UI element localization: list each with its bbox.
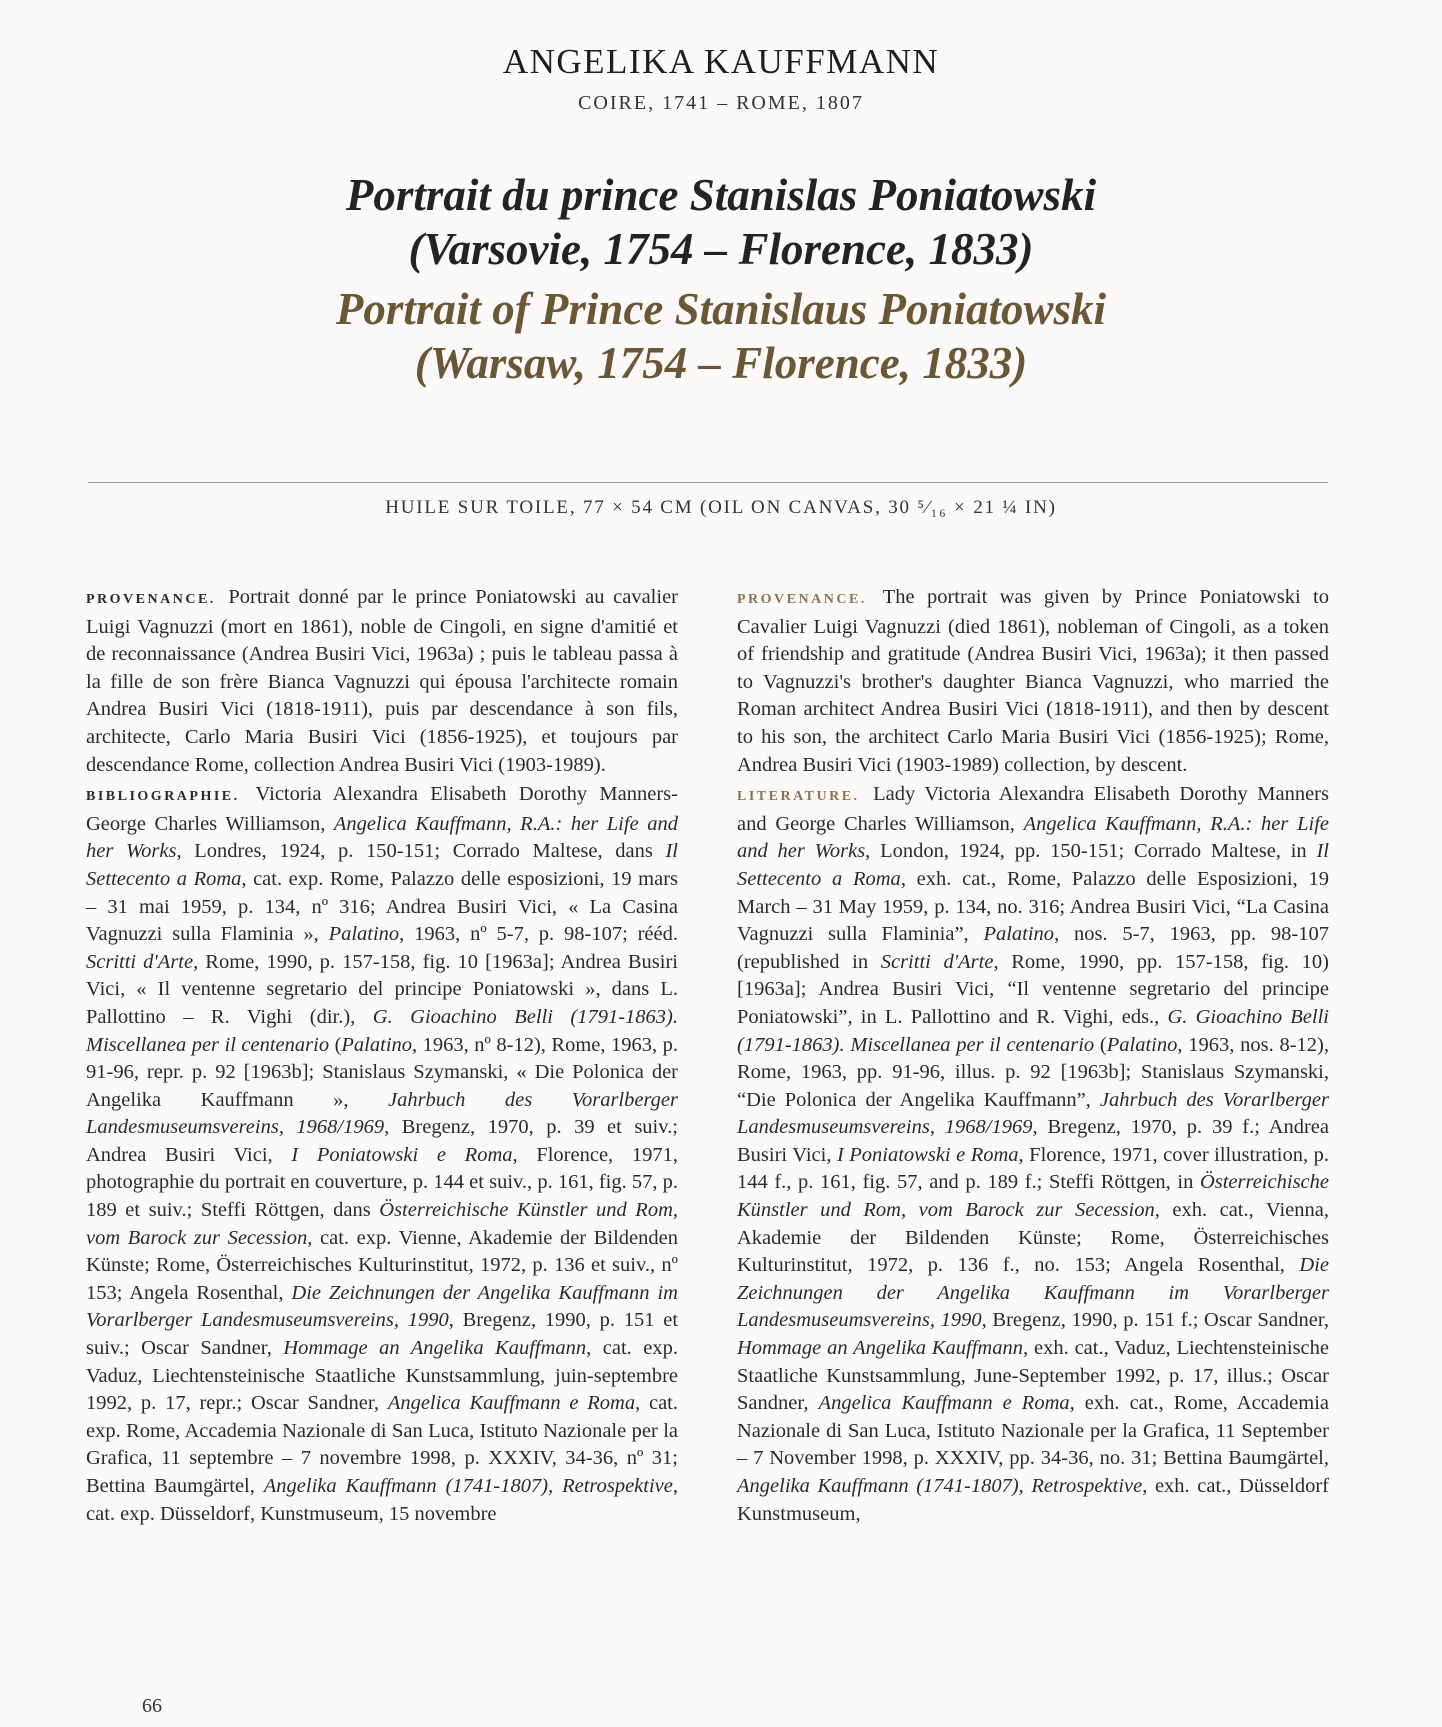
- literature-paragraph-en: [737, 781, 1329, 1528]
- bib-title: Angelica Kauffmann e Roma: [387, 1392, 636, 1415]
- bib-title: Angelika Kauffmann (1741-1807), Retrospektive: [263, 1475, 673, 1497]
- lit-text: , exh. cat., Rome, Palazzo delle Esposizioni, 19 March – 31 May 1959, p. 134, no. 316; Andrea Busiri Vici, “La Casina Vagnuzzi sulla Flaminia”,: [737, 867, 1329, 946]
- lit-title: Hommage an Angelika Kauffmann: [737, 1337, 1023, 1360]
- bib-text: , cat. exp. Vaduz, Liechtensteinische Staatliche Kunstsammlung, juin-septembre 1992, p. 17, repr.; Oscar Sandner,: [86, 1337, 678, 1415]
- provenance-paragraph-en: [737, 584, 1329, 779]
- lit-title: Angelica Kauffmann e Roma: [818, 1392, 1070, 1415]
- bib-text: , Londres, 1924, p. 150-151; Corrado Maltese, dans: [176, 840, 666, 863]
- provenance-heading-en: PROVENANCE.: [737, 592, 867, 607]
- lit-title: G. Gioachino Belli (1791-1863). Miscellanea per il centenario: [737, 1005, 1329, 1056]
- lit-title: I Poniatowski e Roma: [836, 1143, 1019, 1166]
- lit-text: , nos. 5-7, 1963, pp. 98-107 (republished in: [737, 923, 1329, 973]
- title-french-line2: (Varsovie, 1754 – Florence, 1833): [408, 224, 1034, 274]
- bib-text: , Bregenz, 1990, p. 151 et suiv.; Oscar Sandner,: [86, 1309, 679, 1360]
- lit-text: , Florence, 1971, cover illustration, p. 144 f., p. 161, fig. 57, and p. 189 f.; Steffi Röttgen, in: [737, 1143, 1329, 1194]
- bib-title: Palatino: [328, 923, 400, 946]
- lit-title: Angelica Kauffmann, R.A.: her Life and her Works: [737, 812, 1329, 863]
- bib-text: , cat. exp. Vienne, Akademie der Bildenden Künste; Rome, Österreichisches Kulturinstitut, 1972, p. 136 et suiv., nº 153; Angela Rosenthal,: [86, 1226, 678, 1304]
- french-column: [86, 584, 678, 1530]
- bib-text: , Florence, 1971, photographie du portrait en couverture, p. 144 et suiv., p. 161, fig. 57, p. 189 et suiv.; Steffi Röttgen, dans: [86, 1143, 678, 1222]
- title-english-line1: Portrait of Prince Stanislaus Poniatowski: [335, 284, 1107, 334]
- lit-text: Lady Victoria Alexandra Elisabeth Dorothy Manners and George Charles Williamson,: [737, 783, 1329, 835]
- artist-name: ANGELIKA KAUFFMANN: [502, 42, 940, 81]
- title-english: [0, 282, 1442, 390]
- page-number: 66: [142, 1695, 162, 1717]
- bib-text: , cat. exp. Rome, Palazzo delle esposizioni, 19 mars – 31 mai 1959, p. 134, nº 316; Andrea Busiri Vici, « La Casina Vagnuzzi sulla Flaminia »,: [86, 867, 678, 946]
- lit-title: Jahrbuch des Vorarlberger Landesmuseumsvereins, 1968/1969: [737, 1088, 1329, 1139]
- bib-title: Angelica Kauffmann, R.A.: her Life and her Works: [86, 812, 678, 863]
- lit-text: , Rome, 1990, pp. 157-158, fig. 10) [1963a]; Andrea Busiri Vici, “Il ventenne segretario del principe Poniatowski”, in L. Pallottino and R. Vighi, eds.,: [737, 950, 1329, 1028]
- title-english-line2: (Warsaw, 1754 – Florence, 1833): [414, 338, 1028, 388]
- lit-text: , exh. cat., Düsseldorf Kunstmuseum,: [737, 1475, 1329, 1525]
- lit-text: , 1963, nos. 8-12), Rome, 1963, pp. 91-96, illus. p. 92 [1963b]; Stanislaus Szymanski, “Die Polonica der Angelika Kauffmann”,: [737, 1033, 1329, 1111]
- bib-title: Il Settecento a Roma: [86, 840, 678, 890]
- bib-title: Scritti d'Arte: [86, 950, 194, 973]
- bibliography-paragraph-fr: [86, 781, 678, 1528]
- english-column: [737, 584, 1329, 1530]
- bib-text: , Bregenz, 1970, p. 39 et suiv.; Andrea Busiri Vici,: [86, 1116, 678, 1166]
- lit-title: Palatino: [1106, 1033, 1178, 1056]
- lit-title: Scritti d'Arte: [880, 950, 994, 973]
- lit-title: Angelika Kauffmann (1741-1807), Retrospektive: [737, 1475, 1143, 1497]
- lit-title: Österreichische Künstler und Rom, vom Barock zur Secession: [737, 1171, 1329, 1222]
- provenance-heading-fr: PROVENANCE.: [86, 592, 216, 607]
- bib-text: , cat. exp. Rome, Accademia Nazionale di San Luca, Istituto Nazionale per la Grafica, 11 septembre – 7 novembre 1998, p. XXXIV, 34-36, nº 31; Bettina Baumgärtel,: [86, 1392, 679, 1497]
- bib-title: Jahrbuch des Vorarlberger Landesmuseumsvereins, 1968/1969: [86, 1088, 679, 1139]
- lit-title: Die Zeichnungen der Angelika Kauffmann im Vorarlberger Landesmuseumsvereins, 1990: [737, 1254, 1329, 1332]
- artist-dates: COIRE, 1741 – ROME, 1807: [578, 92, 864, 114]
- divider: [88, 482, 1328, 483]
- title-french-line1: Portrait du prince Stanislas Poniatowski: [345, 170, 1097, 220]
- bib-text: , 1963, nº 5-7, p. 98-107; rééd.: [399, 923, 678, 946]
- title-french: [0, 168, 1442, 276]
- bib-text: Victoria Alexandra Elisabeth Dorothy Manners-George Charles Williamson,: [86, 783, 678, 835]
- lit-text: , exh. cat., Vienna, Akademie der Bildenden Künste; Rome, Österreichisches Kulturinstitut, 1972, p. 136 f., no. 153; Angela Rosenthal,: [737, 1199, 1329, 1277]
- bib-title: Österreichische Künstler und Rom, vom Barock zur Secession: [86, 1199, 679, 1249]
- lit-text: , exh. cat., Rome, Accademia Nazionale di San Luca, Istituto Nazionale per la Grafica, 11 September – 7 November 1998, p. XXXIV, pp. 34-36, no. 31; Bettina Baumgärtel,: [737, 1392, 1329, 1470]
- lit-text: , London, 1924, pp. 150-151; Corrado Maltese, in: [865, 840, 1317, 863]
- bib-title: Palatino: [341, 1033, 413, 1056]
- bibliography-heading-fr: BIBLIOGRAPHIE.: [86, 789, 240, 805]
- literature-heading-en: LITERATURE.: [737, 789, 860, 805]
- bib-text: , 1963, nº 8-12), Rome, 1963, p. 91-96, repr. p. 92 [1963b]; Stanislaus Szymanski, « Die Polonica der Angelika Kauffmann »,: [86, 1033, 678, 1111]
- bib-text: , cat. exp. Düsseldorf, Kunstmuseum, 15 novembre: [86, 1475, 678, 1525]
- provenance-paragraph-fr: [86, 584, 678, 779]
- lit-text: , Bregenz, 1970, p. 39 f.; Andrea Busiri Vici,: [737, 1116, 1329, 1166]
- provenance-text-en: The portrait was given by Prince Poniatowski to Cavalier Luigi Vagnuzzi (died 1861), nobleman of Cingoli, as a token of friendship and gratitude (Andrea Busiri Vici, 1963a); it then passed to Vagnuzzi's brother's daughter Bianca Vagnuzzi, who married the Roman architect Andrea Busiri Vici (1818-1911), and then by descent to his son, the architect Carlo Maria Busiri Vici (1856-1925); Rome, Andrea Busiri Vici (1903-1989) collection, by descent.: [737, 586, 1329, 776]
- lit-title: Il Settecento a Roma: [737, 840, 1329, 890]
- bib-title: I Poniatowski e Roma: [291, 1143, 513, 1166]
- bib-text: (: [329, 1033, 342, 1056]
- medium-dimensions: HUILE SUR TOILE, 77 × 54 CM (OIL ON CANVAS, 30 ⁵⁄₁₆ × 21 ¼ IN): [385, 497, 1057, 518]
- lit-text: , Bregenz, 1990, p. 151 f.; Oscar Sandner,: [981, 1309, 1330, 1332]
- bib-text: , Rome, 1990, p. 157-158, fig. 10 [1963a]; Andrea Busiri Vici, « Il ventenne segretario del principe Poniatowski », dans L. Pallottino – R. Vighi (dir.),: [86, 950, 678, 1028]
- bib-title: Hommage an Angelika Kauffmann: [283, 1337, 587, 1360]
- lit-text: , exh. cat., Vaduz, Liechtensteinische Staatliche Kunstsammlung, June-September 1992, p. 17, illus.; Oscar Sandner,: [737, 1337, 1329, 1415]
- lit-text: (: [1094, 1033, 1107, 1056]
- bib-title: Die Zeichnungen der Angelika Kauffmann im Vorarlberger Landesmuseumsvereins, 1990: [86, 1281, 678, 1332]
- bib-title: G. Gioachino Belli (1791-1863). Miscellanea per il centenario: [86, 1005, 678, 1056]
- lit-title: Palatino: [983, 923, 1055, 946]
- provenance-text-fr: Portrait donné par le prince Poniatowski au cavalier Luigi Vagnuzzi (mort en 1861), noble de Cingoli, en signe d'amitié et de reconnaissance (Andrea Busiri Vici, 1963a) ; puis le tableau passa à la fille de son frère Bianca Vagnuzzi qui épousa l'architecte romain Andrea Busiri Vici (1818-1911), puis par descendance à son fils, architecte, Carlo Maria Busiri Vici (1856-1925), et toujours par descendance Rome, collection Andrea Busiri Vici (1903-1989).: [86, 586, 678, 776]
